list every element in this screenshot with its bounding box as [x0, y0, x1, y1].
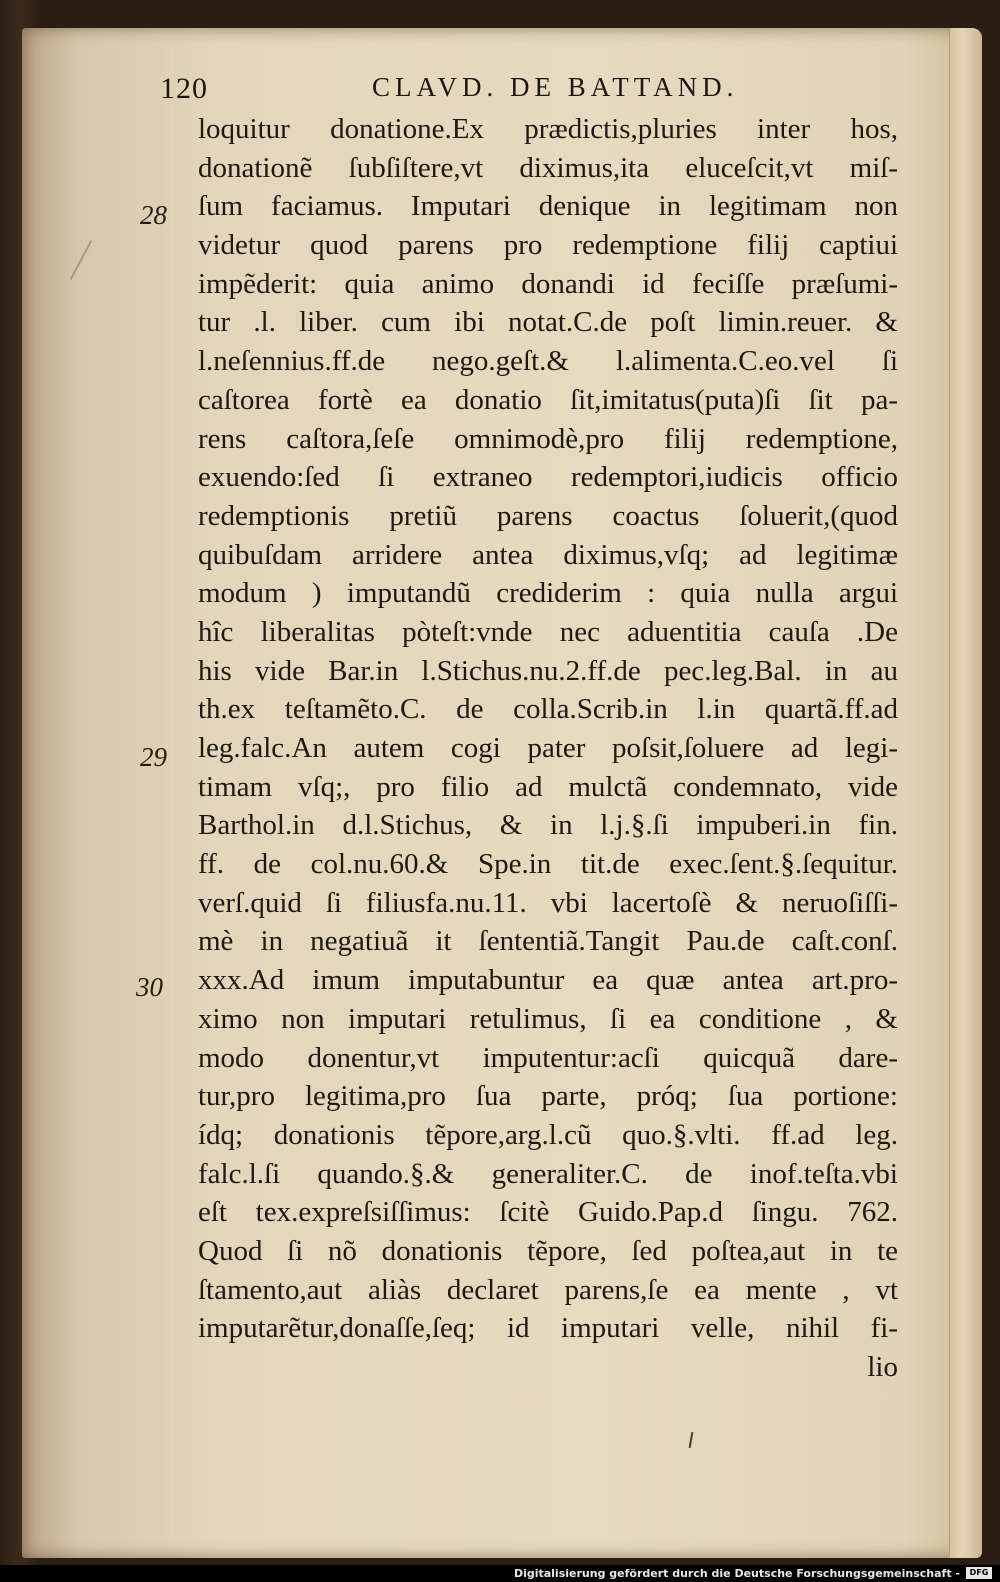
text-line: th.ex teſtamẽto.C. de colla.Scrib.in l.in quartã.ff.ad — [198, 693, 898, 726]
margin-note-30: 30 — [136, 972, 163, 1002]
text-line: ximo non imputari retulimus, ſi ea conditione , & — [198, 1002, 898, 1035]
text-line: ff. de col.nu.60.& Spe.in tit.de exec.ſent.§.ſequitur. — [198, 848, 898, 881]
text-line: timam vſq;, pro filio ad mulctã condemnato, vide — [198, 770, 898, 803]
text-line: falc.l.ſi quando.§.& generaliter.C. de inof.teſta.vbi — [198, 1157, 898, 1190]
text-line: verſ.quid ſi filiusfa.nu.11. vbi lacertoſè & neruoſiſſi- — [198, 886, 898, 919]
text-line: videtur quod parens pro redemptione filij captiui — [198, 229, 898, 262]
text-line: imputarẽtur,donaſſe,ſeq; id imputari velle, nihil fi- — [198, 1312, 898, 1345]
margin-note-28: 28 — [140, 200, 167, 230]
text-line: donationẽ ſubſiſtere,vt diximus,ita eluceſcit,vt miſ- — [198, 151, 898, 184]
text-line: modum ) imputandũ crediderim : quia nulla argui — [198, 577, 898, 610]
margin-note-29: 29 — [140, 742, 167, 772]
dfg-logo: DFG — [966, 1567, 992, 1579]
text-line: tur,pro legitima,pro ſua parte, próq; ſua portione: — [198, 1080, 898, 1113]
text-line: exuendo:ſed ſi extraneo redemptori,iudicis officio — [198, 461, 898, 494]
text-line: ſtamento,aut aliàs declaret parens,ſe ea mente , vt — [198, 1273, 898, 1306]
text-line: tur .l. liber. cum ibi notat.C.de poſt limin.reuer. & — [198, 306, 898, 339]
text-line: ídq; donationis tẽpore,arg.l.cũ quo.§.vlti. ff.ad leg. — [198, 1118, 898, 1151]
page-number: 120 — [160, 72, 208, 105]
text-line: loquitur donatione.Ex prædictis,pluries inter hos, — [198, 113, 898, 145]
text-line: redemptionis pretiũ parens coactus ſoluerit,(quod — [198, 499, 898, 532]
text-line: l.neſennius.ff.de nego.geſt.& l.alimenta.C.eo.vel ſi — [198, 345, 898, 378]
text-line: ſum faciamus. Imputari denique in legitimam non — [198, 190, 898, 223]
running-head: CLAVD. DE BATTAND. — [372, 72, 739, 102]
body-text — [198, 110, 898, 1387]
page-binding-edge — [949, 28, 982, 1558]
text-line: impẽderit: quia animo donandi id feciſſe præſumi- — [198, 267, 898, 300]
text-line: modo donentur,vt imputentur:acſi quicquã dare- — [198, 1041, 898, 1074]
text-line: caſtorea fortè ea donatio ſit,imitatus(puta)ſi ſit pa- — [198, 383, 898, 416]
text-line: rens caſtora,ſeſe omnimodè,pro filij redemptione, — [198, 422, 898, 455]
catchword: lio — [867, 1351, 898, 1383]
page-header — [160, 72, 760, 112]
text-line: his vide Bar.in l.Stichus.nu.2.ff.de pec.leg.Bal. in au — [198, 654, 898, 687]
funding-credit: Digitalisierung gefördert durch die Deutsche Forschungsgemeinschaft - — [513, 1567, 960, 1580]
text-line: Quod ſi nõ donationis tẽpore, ſed poſtea,aut in te — [198, 1234, 898, 1267]
text-line: hîc liberalitas pòteſt:vnde nec aduentitia cauſa .De — [198, 615, 898, 648]
text-line: eſt tex.expreſsiſſimus: ſcitè Guido.Pap.d ſingu. 762. — [198, 1196, 898, 1229]
text-line: xxx.Ad imum imputabuntur ea quæ antea art.pro- — [198, 964, 898, 997]
text-line: leg.falc.An autem cogi pater poſsit,ſoluere ad legi- — [198, 732, 898, 764]
text-line: Barthol.in d.l.Stichus, & in l.j.§.ſi impuberi.in fin. — [198, 809, 898, 842]
text-line: mè in negatiuã it ſententiã.Tangit Pau.de caſt.conſ. — [198, 925, 898, 958]
text-line: quibuſdam arridere antea diximus,vſq; ad legitimæ — [198, 538, 898, 571]
